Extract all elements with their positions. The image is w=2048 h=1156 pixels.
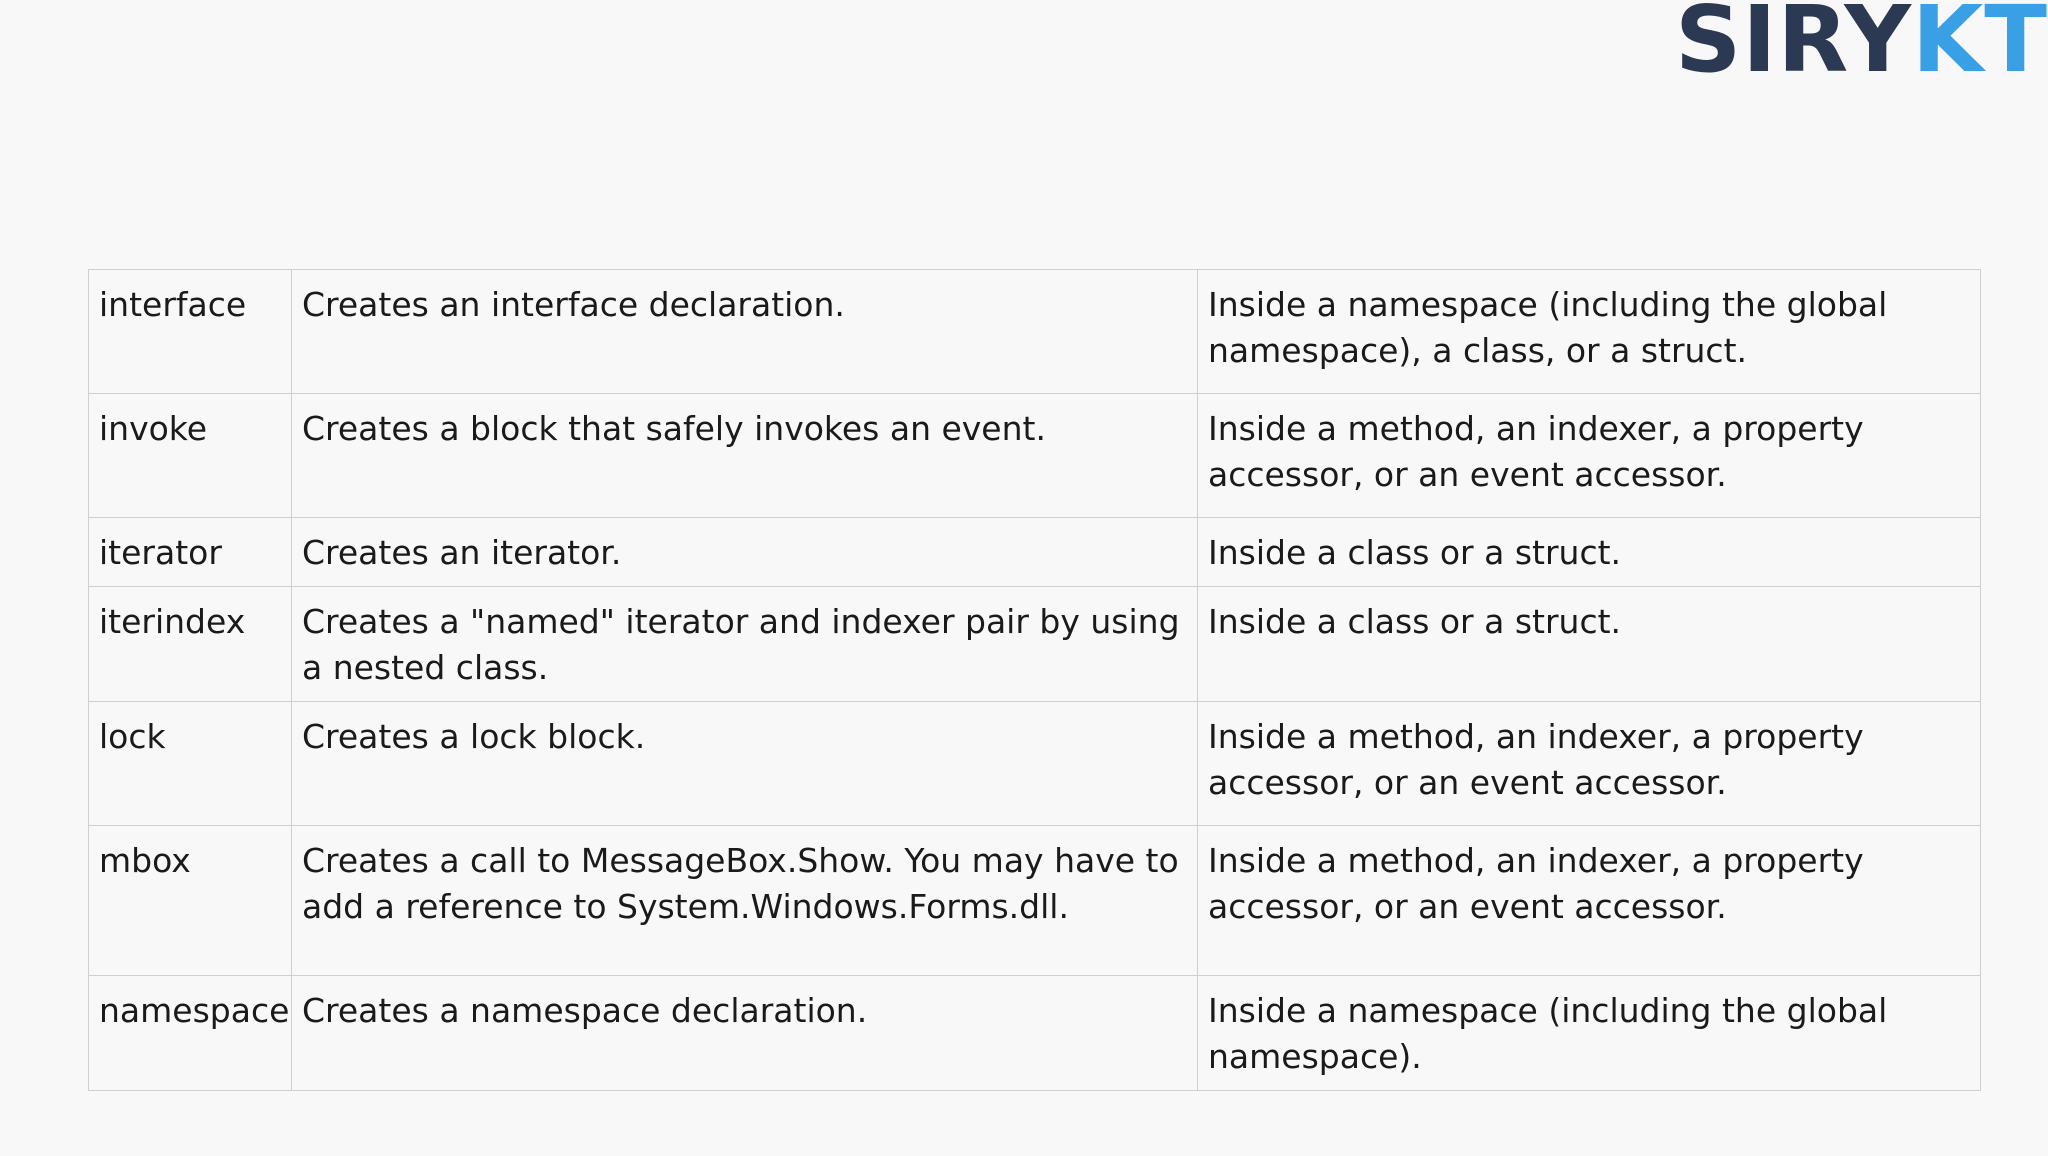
code-snippets-table bbox=[88, 269, 1981, 1091]
keyword-cell: iterindex bbox=[89, 587, 292, 702]
description-cell: Creates a lock block. bbox=[292, 702, 1198, 826]
description-cell: Creates a namespace declaration. bbox=[292, 976, 1198, 1091]
table-row bbox=[89, 518, 1981, 587]
description-cell: Creates a block that safely invokes an event. bbox=[292, 394, 1198, 518]
table-row bbox=[89, 587, 1981, 702]
description-cell: Creates a call to MessageBox.Show. You may have to add a reference to System.Windows.Forms.dll. bbox=[292, 826, 1198, 976]
brand-logo bbox=[1675, 0, 2048, 93]
logo-text-blue: KT bbox=[1911, 0, 2048, 93]
keyword-cell: interface bbox=[89, 270, 292, 394]
location-cell: Inside a class or a struct. bbox=[1198, 518, 1981, 587]
location-cell: Inside a class or a struct. bbox=[1198, 587, 1981, 702]
keyword-cell: invoke bbox=[89, 394, 292, 518]
table-row bbox=[89, 826, 1981, 976]
keyword-cell: namespace bbox=[89, 976, 292, 1091]
logo-text-dark: SIRY bbox=[1675, 0, 1912, 93]
location-cell: Inside a namespace (including the global namespace), a class, or a struct. bbox=[1198, 270, 1981, 394]
description-cell: Creates an iterator. bbox=[292, 518, 1198, 587]
table-row bbox=[89, 976, 1981, 1091]
location-cell: Inside a method, an indexer, a property accessor, or an event accessor. bbox=[1198, 394, 1981, 518]
location-cell: Inside a method, an indexer, a property accessor, or an event accessor. bbox=[1198, 702, 1981, 826]
location-cell: Inside a namespace (including the global namespace). bbox=[1198, 976, 1981, 1091]
keyword-cell: lock bbox=[89, 702, 292, 826]
table-row bbox=[89, 702, 1981, 826]
location-cell: Inside a method, an indexer, a property accessor, or an event accessor. bbox=[1198, 826, 1981, 976]
table-row bbox=[89, 270, 1981, 394]
table-row bbox=[89, 394, 1981, 518]
keyword-cell: iterator bbox=[89, 518, 292, 587]
keyword-cell: mbox bbox=[89, 826, 292, 976]
description-cell: Creates an interface declaration. bbox=[292, 270, 1198, 394]
description-cell: Creates a "named" iterator and indexer pair by using a nested class. bbox=[292, 587, 1198, 702]
